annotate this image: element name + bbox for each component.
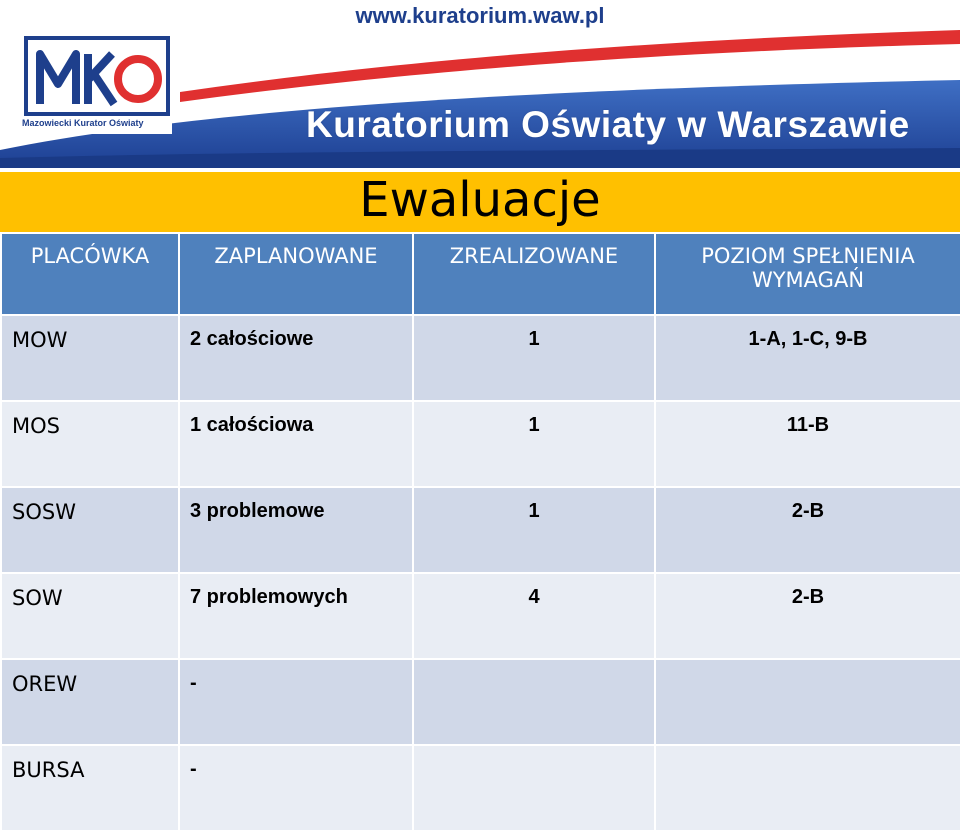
table-row: [1, 659, 960, 745]
cell-poziom: [655, 659, 960, 745]
cell-zrealizowane: 1: [413, 315, 655, 401]
cell-zaplanowane: 2 całościowe: [179, 315, 413, 401]
cell-poziom: [655, 745, 960, 831]
header-poziom-spelnienia: POZIOM SPEŁNIENIA WYMAGAŃ: [655, 233, 960, 315]
cell-zrealizowane: 1: [413, 487, 655, 573]
header-zrealizowane: ZREALIZOWANE: [413, 233, 655, 315]
cell-placowka: MOS: [1, 401, 179, 487]
site-url[interactable]: www.kuratorium.waw.pl: [355, 3, 605, 28]
cell-poziom: 1-A, 1-C, 9-B: [655, 315, 960, 401]
cell-zrealizowane: [413, 745, 655, 831]
cell-zrealizowane: [413, 659, 655, 745]
cell-zaplanowane: 1 całościowa: [179, 401, 413, 487]
cell-poziom: 2-B: [655, 573, 960, 659]
cell-zaplanowane: -: [179, 659, 413, 745]
table-row: [1, 573, 960, 659]
cell-placowka: MOW: [1, 315, 179, 401]
cell-zaplanowane: 7 problemowych: [179, 573, 413, 659]
cell-poziom: 2-B: [655, 487, 960, 573]
table-row: [1, 401, 960, 487]
cell-placowka: OREW: [1, 659, 179, 745]
cell-placowka: BURSA: [1, 745, 179, 831]
cell-placowka: SOW: [1, 573, 179, 659]
cell-poziom: 11-B: [655, 401, 960, 487]
site-header: [0, 0, 960, 168]
cell-zaplanowane: -: [179, 745, 413, 831]
organization-name: Kuratorium Oświaty w Warszawie: [306, 104, 910, 145]
cell-placowka: SOSW: [1, 487, 179, 573]
table-row: [1, 487, 960, 573]
cell-zaplanowane: 3 problemowe: [179, 487, 413, 573]
evaluations-table: [0, 232, 960, 832]
cell-zrealizowane: 1: [413, 401, 655, 487]
cell-zrealizowane: 4: [413, 573, 655, 659]
table-row: [1, 745, 960, 831]
page-title: Ewaluacje: [359, 172, 601, 228]
header-placowka: PLACÓWKA: [1, 233, 179, 315]
table-header-row: [1, 233, 960, 315]
table-row: [1, 315, 960, 401]
logo-caption: Mazowiecki Kurator Oświaty: [22, 118, 144, 128]
header-zaplanowane: ZAPLANOWANE: [179, 233, 413, 315]
